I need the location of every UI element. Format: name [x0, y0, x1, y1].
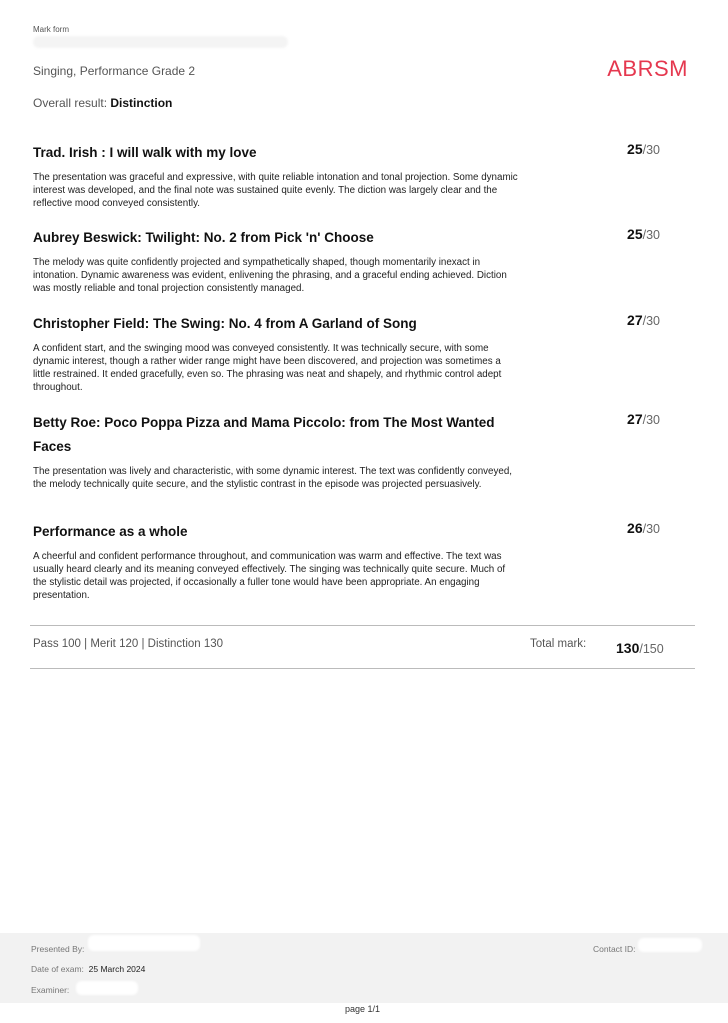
total-mark-max: /150 — [639, 642, 664, 656]
exam-date-value: 25 March 2024 — [88, 964, 146, 974]
section-piece-4 — [33, 411, 693, 491]
mark-max: /30 — [642, 228, 660, 242]
contact-id-label: Contact ID: — [593, 944, 636, 954]
mark-value: 25 — [627, 226, 643, 242]
overall-result — [33, 96, 172, 110]
section-mark — [627, 520, 660, 536]
mark-max: /30 — [642, 413, 660, 427]
section-piece-2 — [33, 226, 693, 295]
exam-grade: Singing, Performance Grade 2 — [33, 64, 196, 78]
mark-value: 27 — [627, 312, 643, 328]
section-performance-as-a-whole — [33, 520, 693, 602]
section-piece-1 — [33, 141, 693, 210]
grade-thresholds: Pass 100 | Merit 120 | Distinction 130 — [33, 638, 224, 650]
section-mark — [627, 411, 660, 427]
total-mark-label: Total mark: — [530, 638, 587, 650]
abrsm-logo: ABRSM — [607, 56, 688, 81]
page-number: page 1/1 — [345, 1004, 381, 1014]
mark-max: /30 — [642, 143, 660, 157]
exam-date — [31, 964, 145, 974]
redacted-contact-id — [638, 938, 702, 952]
section-title: Betty Roe: Poco Poppa Pizza and Mama Piccolo: from The Most Wanted Faces — [33, 415, 495, 454]
divider-bottom — [30, 668, 695, 669]
section-comment: The presentation was lively and characteristic, with some dynamic interest. The text was confidently conveyed, the melody technically quite secure, and the stylistic contrast in the episode was projected persuasively. — [33, 466, 513, 490]
examiner-label: Examiner: — [31, 985, 70, 995]
redacted-presenter — [88, 935, 200, 951]
total-mark-value: 130 — [616, 640, 640, 656]
section-comment: A confident start, and the swinging mood was conveyed consistently. It was technically secure, with some dynamic interest, though a rather wider range might have been discovered, and projection was sometimes a little restrained. It ended gracefully, even so. The phrasing was neat and shapely, and rhythmic control adept throughout. — [33, 343, 502, 393]
footer — [0, 933, 728, 1003]
divider-top — [30, 625, 695, 626]
section-mark — [627, 141, 660, 157]
presented-by-label: Presented By: — [31, 944, 85, 954]
mark-max: /30 — [642, 314, 660, 328]
redacted-candidate-name — [33, 36, 288, 48]
exam-date-label: Date of exam: — [31, 964, 84, 974]
section-mark — [627, 312, 660, 328]
section-title: Performance as a whole — [33, 524, 188, 539]
overall-result-value: Distinction — [110, 96, 173, 110]
section-piece-3 — [33, 312, 693, 394]
redacted-examiner — [76, 981, 138, 995]
section-comment: A cheerful and confident performance throughout, and communication was warm and effective. The text was usually heard clearly and its meaning conveyed effectively. The singing was technically quite secure. Much of the stylistic detail was projected, if occasionally a fuller tone would have been appropriate. An engaging presentation. — [33, 551, 506, 601]
section-title: Christopher Field: The Swing: No. 4 from A Garland of Song — [33, 316, 417, 331]
mark-max: /30 — [642, 522, 660, 536]
section-comment: The presentation was graceful and expressive, with quite reliable intonation and tonal projection. Some dynamic interest was developed, and the final note was sustained quite evenly. The diction was largely clear and the reflective mood conveyed consistently. — [33, 172, 518, 209]
mark-value: 26 — [627, 520, 643, 536]
section-title: Aubrey Beswick: Twilight: No. 2 from Pick 'n' Choose — [33, 230, 374, 245]
mark-value: 27 — [627, 411, 643, 427]
section-comment: The melody was quite confidently projected and sympathetically shaped, though momentarily inexact in intonation. Dynamic awareness was evident, enlivening the phrasing, and a graceful ending achieved. Diction was mostly reliable and tonal projection consistently managed. — [33, 257, 507, 294]
mark-value: 25 — [627, 141, 643, 157]
section-mark — [627, 226, 660, 242]
section-title: Trad. Irish : I will walk with my love — [33, 145, 257, 160]
total-mark — [616, 640, 664, 656]
overall-result-label: Overall result: — [33, 96, 108, 110]
mark-form-label: Mark form — [33, 25, 69, 34]
